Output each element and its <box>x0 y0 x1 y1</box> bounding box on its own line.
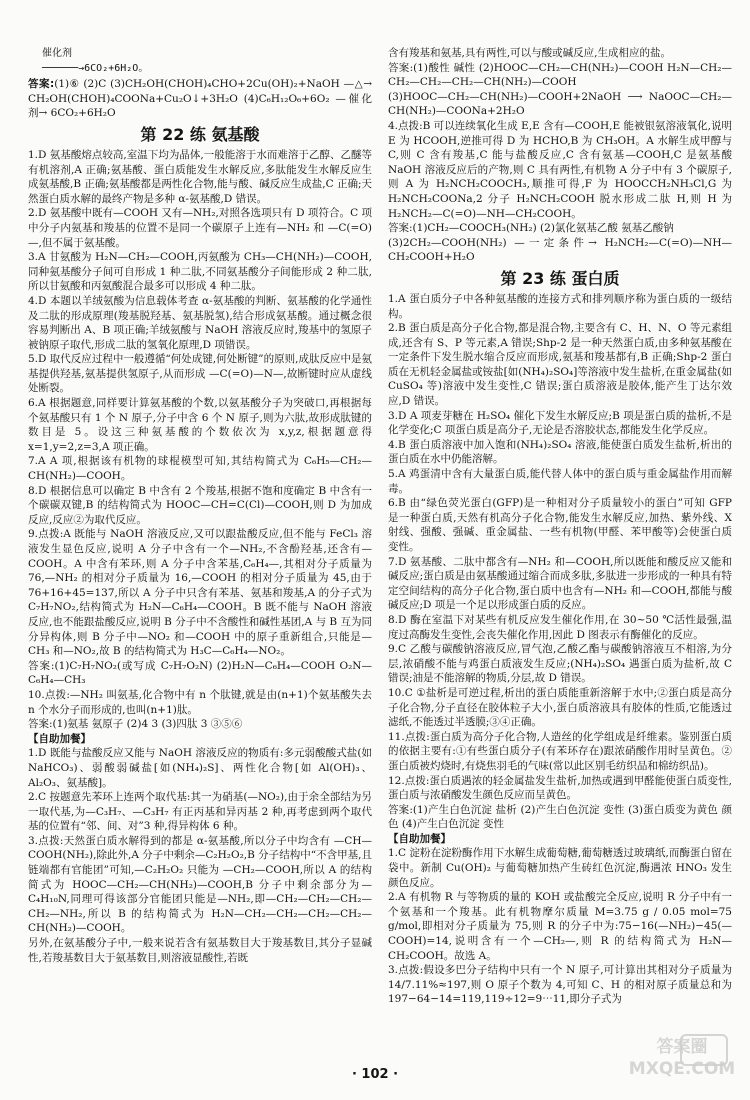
left-para-1: 1.D 氨基酸熔点较高,室温下均为晶体,一般能溶于水而难溶于乙醇、乙醚等有机溶剂,A 正确;氨基酸、蛋白质能发生水解反应,多肽能发生水解反应生成氨基酸,B 正确;氨基酸都是两性化合物,能与酸、碱反应生成盐,C 正确;天然蛋白质水解的最终产物是多种 α-氨基酸,D 错误。 <box>28 148 373 205</box>
right-para-10: 10.C ①盐析是可逆过程,析出的蛋白质能重新溶解于水中;②蛋白质是高分子化合物,分子直径在胶体粒子大小,蛋白质溶液具有胶体的性质,它能透过滤纸,不能透过半透膜;③④正确。 <box>388 686 732 729</box>
right-para-11: 11.点拨:蛋白质为高分子化合物,人造丝的化学组成是纤维素。鉴别蛋白质的依据主要有:①有些蛋白质分子(有苯环存在)跟浓硝酸作用时呈黄色。②蛋白质被灼烧时,有烧焦羽毛的气味(常以此区别毛纺织品和棉纺织品)。 <box>388 730 732 772</box>
left-answer-9: 答案:(1)C₇H₇NO₂(或写成 C₇H₇O₂N) (2)H₂N—C₆H₄—COOH O₂N—C₆H₄—CH₃ <box>28 659 372 687</box>
left-extra-1: 1.D 既能与盐酸反应又能与 NaOH 溶液反应的物质有:多元弱酸酸式盐(如 NaHCO₃)、弱酸弱碱盐[如(NH₄)₂S]、两性化合物[如 Al(OH)₃、Al₂O₃、氨基酸]。 <box>28 747 372 789</box>
right-column <box>388 46 732 1007</box>
left-answer-10: 答案:(1)氨基 氨原子 (2)4 3 (3)四肽 3 ③⑤⑥ <box>28 718 243 731</box>
right-para-1: 1.A 蛋白质分子中各种氨基酸的连接方式和排列顺序称为蛋白质的一级结构。 <box>388 292 732 320</box>
right-para-8: 8.D 酶在室温下对某些有机反应发生催化作用,在 30~50 ℃活性最强,温度过高酶发生变性,会丧失催化作用,因此 D 图表示有酶催化的反应。 <box>388 613 732 641</box>
right-para-6: 6.B 由“绿色荧光蛋白(GFP)是一种相对分子质量较小的蛋白”可知 GFP 是一种蛋白质,天然有机高分子化合物,能发生水解反应,加热、紫外线、X 射线、强酸、强碱、重金属盐、一些有机物(甲醛、苯甲酸等)会使蛋白质变性。 <box>388 497 732 553</box>
watermark-logo <box>626 1036 738 1092</box>
left-para-7: 7.A A 项,根据该有机物的球棍模型可知,其结构简式为 C₆H₅—CH₂—CH(NH₂)—COOH。 <box>28 455 372 483</box>
right-top-1: 含有羧基和氨基,具有两性,可以与酸或碱反应,生成相应的盐。 <box>388 47 672 59</box>
right-top-2: 答案:(1)酸性 碱性 (2)HOOC—CH₂—CH(NH₂)—COOH H₂N—CH₂—CH₂—CH₂—CH₂—CH(NH₂)—COOH <box>388 61 732 89</box>
top-answer <box>28 77 372 121</box>
right-para-9: 9.C 乙酸与碳酸钠溶液反应,冒气泡,乙酸乙酯与碳酸钠溶液互不相溶,为分层,浓硝酸不能与鸡蛋白质液发生反应;(NH₄)₂SO₄ 遇蛋白质为盐析,故 C 错误;油是不能溶解的物质,分层,故 D 错误。 <box>388 643 732 685</box>
section-title-23: 第 23 练 蛋白质 <box>500 268 620 288</box>
left-para-10: 10.点拨:—NH₂ 叫氨基,化合物中有 n 个肽键,就是由(n+1)个氨基酸失去 n 个水分子而形成的,也叫(n+1)肽。 <box>28 688 372 716</box>
right-extra-2: 2.A 有机物 R 与等物质的量的 KOH 或盐酸完全反应,说明 R 分子中有一个氨基和一个羧基。此有机物摩尔质量 M=3.75 g / 0.05 mol=75 g/mol,即相对分子质量为 75,则 R 的分子中为:75−16(—NH₂)−45(—COOH)=14,说明含有一个—CH₂—,则 R 的结构简式为 H₂N—CH₂COOH。故选 A。 <box>388 891 732 962</box>
answer-label: 答案: <box>28 78 55 91</box>
extra-heading-right: 【自助加餐】 <box>388 832 451 845</box>
left-para-9: 9.点拨:A 既能与 NaOH 溶液反应,又可以跟盐酸反应,但不能与 FeCl₃ 溶液发生显色反应,说明 A 分子中含有一个—NH₂,不含酚羟基,还含有—COOH。A 中含有苯环,则 A 分子中含苯基,C₆H₄—,其相对分子质量为 76,—NH₂ 的相对分子质量为 16,—COOH 的相对分子质量为 45,由于 76+16+45=137,所以 A 分子中只含有苯基、氨基和羧基,A 的分子式为 C₇H₇NO₂,结构简式为 H₂N—C₆H₄—COOH。B 既不能与 NaOH 溶液反应,也不能跟盐酸反应,说明 B 分子中不含酸性和碱性基团,A 与 B 互为同分异构体,则 B 分子中—NO₂ 和—COOH 中的原子重新组合,只能是—CH₃ 和—NO₂,故 B 的结构简式为 H₃C—C₆H₄—NO₂。 <box>28 528 372 658</box>
right-para-12: 12.点拨:蛋白质遇浓的轻金属盐发生盐析,加热或遇到甲醛能使蛋白质变性,蛋白质与浓硝酸发生颜色反应而呈黄色。 <box>388 774 732 802</box>
right-top-6: (3)2CH₂—COOH(NH₂) —一定条件→ H₂NCH₂—C(=O)—NH—CH₂COOH+H₂O <box>388 236 732 264</box>
left-para-6: 6.A 根据题意,同样要计算氨基酸的个数,以氨基酸分子为突破口,再根据每个氨基酸只有 1 个 N 原子,分子中含 6 个 N 原子,则为六肽,故形成肽键的数目是 5。设这三种氨基酸的个数依次为 x,y,z,根据题意得 x=1,y=2,z=3,A 项正确。 <box>28 397 372 453</box>
left-extra-2: 2.C 按题意先苯环上连两个取代基:其一为硝基(—NO₂),由于余全部结为另一取代基,为—C₃H₇、—C₃H₇ 有正丙基和异丙基 2 种,再考虑到两个取代基的位置有“邻、间、对”3 种,得异构体 6 种。 <box>28 791 372 833</box>
left-extra-3: 3.点拨:天然蛋白质水解得到的都是 α-氨基酸,所以分子中均含有 —CH—COOH(NH₂),除此外,A 分子中剩余—C₂H₂O₂,B 分子结构中“不含甲基,且链端都有官能团”可知,—C₂H₂O₂ 只能为 —CH₂—COOH,所以 A 的结构简式为 HOOC—CH₂—CH(NH₂)—COOH,B 分子中剩余部分为—C₄H₁₀N,同理可得该部分官能团只能是—NH₂,即—CH₂—CH₂—CH₂—CH₂—NH₂,所以 B 的结构简式为 H₂N—CH₂—CH₂—CH₂—CH₂—CH(NH₂)—COOH。 <box>28 834 372 935</box>
watermark-line1: 答案圈 <box>656 1037 708 1057</box>
page-number: · 102 · <box>351 1067 399 1082</box>
right-top-3: (3)HOOC—CH₂—CH(NH₂)—COOH+2NaOH ⟶ NaOOC—CH₂—CH(NH₂)—COONa+2H₂O <box>388 90 732 118</box>
right-top-4: 4.点拨:B 可以连续氧化生成 E,E 含有—COOH,E 能被银氨溶液氧化,说明 E 为 HCOOH,逆推可得 D 为 HCHO,B 为 CH₃OH。A 水解生成甲醇与 C,则 C 含有羧基,C 能与盐酸反应,C 含有氨基—COOH,C 是氨基酸 NaOH 溶液反应后的产物,则 C 具有两性,有机物 A 分子中有 3 个碳原子,则 A 为 H₂NCH₂COOCH₃,顺推可得,F 为 HOOCCH₂NH₃Cl,G 为 H₂NCH₂COONa,2 分子 H₂NCH₂COOH 脱水形成二肽 H,则 H 为 H₂NCH₂—C(=O)—NH—CH₂COOH。 <box>388 119 732 220</box>
top-formula: 催化剂 ──────→6CO₂+6H₂O。 <box>42 48 149 74</box>
right-answer-12: 答案:(1)产生白色沉淀 盐析 (2)产生白色沉淀 变性 (3)蛋白质变为黄色 颜色 (4)产生白色沉淀 变性 <box>388 803 732 831</box>
right-para-5: 5.A 鸡蛋清中含有大量蛋白质,能代替人体中的蛋白质与重金属盐作用而解毒。 <box>388 468 732 495</box>
left-column <box>28 46 372 965</box>
left-extra-3b: 另外,在氨基酸分子中,一般来说若含有氨基数目大于羧基数目,其分子显碱性,若羧基数目大于氨基数目,则溶液显酸性,若既 <box>28 937 372 964</box>
right-extra-1: 1.C 淀粉在淀粉酶作用下水解生成葡萄糖,葡萄糖透过玻璃纸,而酶蛋白留在袋中。新制 Cu(OH)₂ 与葡萄糖加热产生砖红色沉淀,酶遇浓 HNO₃ 发生颜色反应。 <box>388 847 732 889</box>
right-top-5: 答案:(1)CH₂—COOCH₃(NH₂) (2)氯化氨基乙酸 氨基乙酸钠 <box>388 222 674 235</box>
right-para-2: 2.B 蛋白质是高分子化合物,都是混合物,主要含有 C、H、N、O 等元素组成,还含有 S、P 等元素,A 错误;Shp-2 是一种天然蛋白质,由多种氨基酸在一定条件下发生脱水缩合反应而形成,氨基和羧基都有,B 正确;Shp-2 蛋白质在无机轻金属盐或铵盐[如(NH₄)₂SO₄]等溶液中发生盐析,在重金属盐(如 CuSO₄ 等)溶液中发生变性,C 错误;蛋白质溶液是胶体,能产生丁达尔效应,D 错误。 <box>388 322 732 408</box>
left-para-8: 8.D 根据信息可以确定 B 中含有 2 个羧基,根据不饱和度确定 B 中含有一个碳碳双键,B 的结构简式为 HOOC—CH=C(Cl)—COOH,则 D 为加成反应,反应②为取代反应。 <box>28 484 372 526</box>
top-answer-text: (1)⑥ (2)C (3)CH₂OH(CHOH)₄CHO+2Cu(OH)₂+NaOH —△→ CH₂OH(CHOH)₄COONa+Cu₂O↓+3H₂O (4)C₆H₁₂O₆+6O₂ —催化剂→ 6CO₂+6H₂O <box>28 78 372 120</box>
left-para-4: 4.D 本题以羊绒氨酸为信息载体考查 α-氨基酸的判断、氨基酸的化学通性及二肽的形成原理(羧基脱羟基、氨基脱氢),结合形成氨基酸。通过概念很容易判断出 A、B 项正确;羊绒氨酸与 NaOH 溶液反应时,羧基中的氢原子被钠原子取代,形成二肽的氢氧化原理,D 项错误。 <box>28 294 372 351</box>
left-para-5: 5.D 取代反应过程中一般遵循“何处成键,何处断键”的原则,成肽反应中是氨基提供羟基,氨基提供氢原子,从而形成 —C(=O)—N—,故断键时应从虚线处断裂。 <box>28 353 372 395</box>
right-extra-3: 3.点拨:假设多巴分子结构中只有一个 N 原子,可计算出其相对分子质量为 14/7.11%≈197,则 O 原子个数为 4,可知 C、H 的相对原子质量总和为 197−64−14=119,119÷12=9⋯11,即分子式为 <box>388 964 732 1006</box>
extra-heading-left: 【自助加餐】 <box>28 732 91 745</box>
watermark-line2: MXQE.COM <box>628 1059 736 1079</box>
left-para-2: 2.D 氨基酸中既有—COOH 又有—NH₂,对照各选项只有 D 项符合。C 项中分子内氨基和羧基的位置不是同一个碳原子上连有—NH₂ 和 —C(=O)—,但不属于氨基酸。 <box>28 207 372 249</box>
section-title-22: 第 22 练 氨基酸 <box>140 124 260 144</box>
right-para-4: 4.B 蛋白质溶液中加入饱和(NH₄)₂SO₄ 溶液,能使蛋白质发生盐析,析出的蛋白质在水中仍能溶解。 <box>388 438 732 466</box>
right-para-7: 7.D 氨基酸、二肽中都含有—NH₂ 和—COOH,所以既能和酸反应又能和碱反应;蛋白质是由氨基酸通过缩合而成多肽,多肽进一步形成的一种具有特定空间结构的高分子化合物,蛋白质中也含有—NH₂ 和—COOH,都能与酸碱反应;D 项是一个足以形成蛋白质的反应。 <box>388 555 732 612</box>
left-para-3: 3.A 甘氨酸为 H₂N—CH₂—COOH,丙氨酸为 CH₃—CH(NH₂)—COOH,同种氨基酸分子间可自形成 1 种二肽,不同氨基酸分子间能形成 2 种二肽,所以甘氨酸和丙氨酸混合最多可以形成 4 种二肽。 <box>28 251 372 293</box>
right-para-3: 3.D A 项麦芽糖在 H₂SO₄ 催化下发生水解反应;B 项是蛋白质的盐析,不是化学变化;C 项蛋白质是高分子,无论是否溶胶状态,都能发生化学反应。 <box>388 409 732 437</box>
